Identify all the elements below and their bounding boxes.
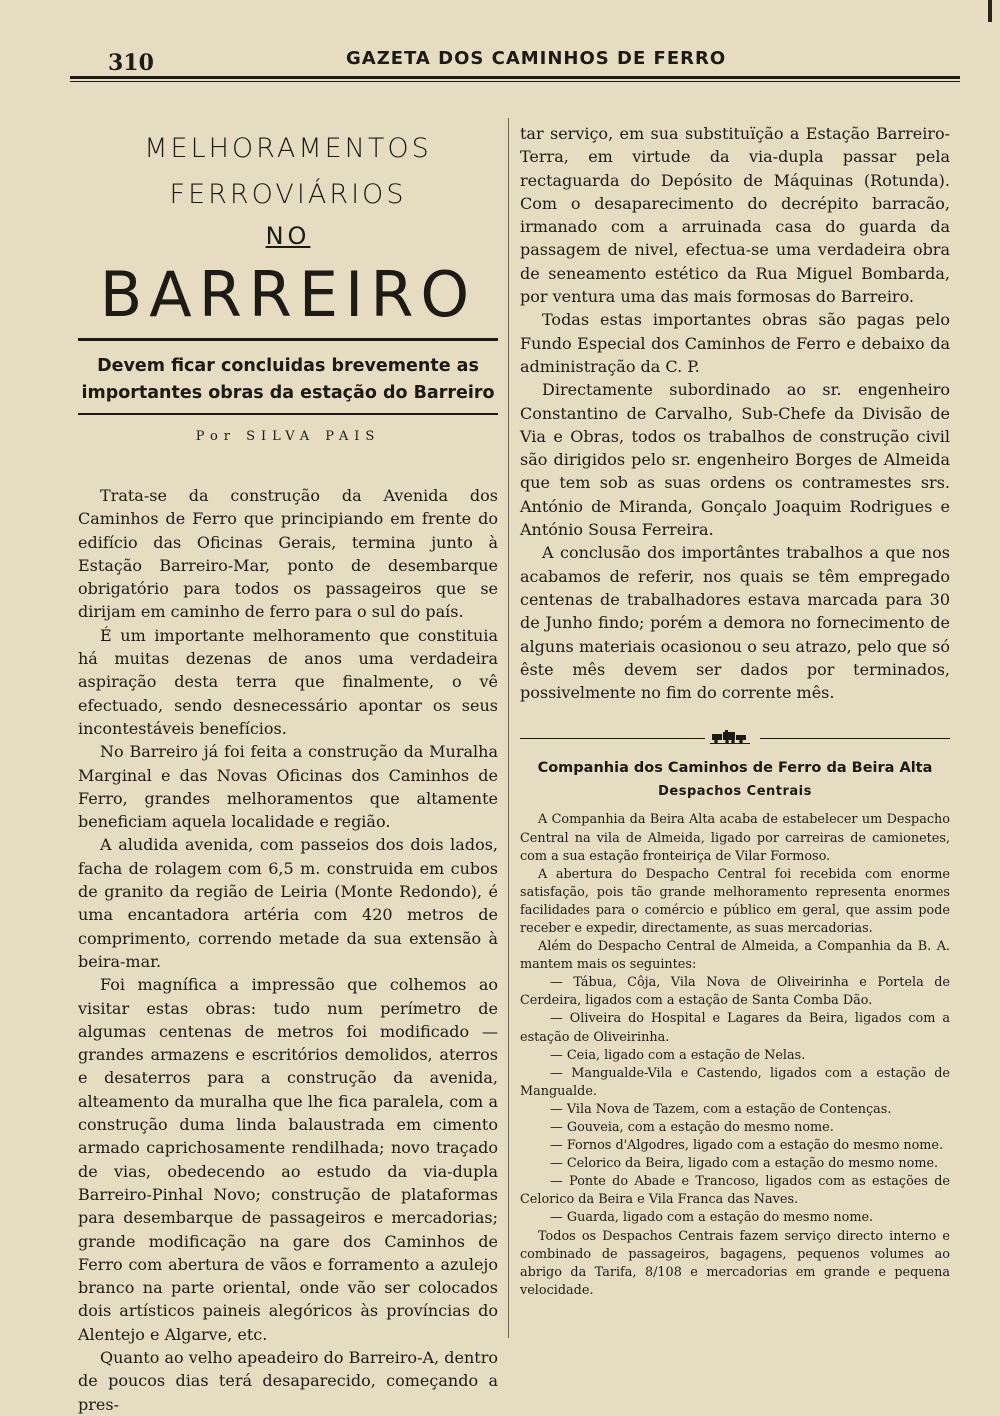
article-subtitle: Devem ficar concluidas brevemente as importantes obras da estação do Barreiro (81, 356, 495, 403)
column-divider (508, 118, 509, 1338)
notice-list-item: — Gouveia, com a estação do mesmo nome. (550, 1120, 834, 1136)
page-edge-mark (988, 0, 992, 22)
train-icon (710, 730, 750, 747)
page-number: 310 (108, 50, 154, 76)
page-header (78, 44, 968, 78)
notice-subtitle: Despachos Centrais (658, 784, 812, 800)
notice-paragraph: Todos os Despachos Centrais fazem serviço directo interno e combinado de passageiros, bagagens, pequenos volumes ao abrigo da Tarifa, 8/108 e mercadorias em grande e pequena velocidade. (520, 1228, 950, 1298)
paragraph: A conclusão dos importântes trabalhos a que nos acabamos de referir, nos quais se têm empregado centenas de trabalhadores estava marcada para 30 de Junho findo; porém a demora no fornecimento de alguns materiais ocasionou o seu atrazo, pelo que só êste mês devem ser dados por terminados, possivelmente no fim do corrente mês. (520, 543, 950, 703)
subtitle-rule (78, 413, 498, 415)
paragraph: Quanto ao velho apeadeiro do Barreiro-A, dentro de poucos dias terá desaparecido, começando a pres- (78, 1347, 498, 1414)
notice-list-item: — Oliveira do Hospital e Lagares da Beira, ligados com a estação de Oliveirinha. (520, 1011, 950, 1045)
byline: Por SILVA PAIS (195, 429, 381, 444)
headline-no: NO (265, 222, 311, 250)
paragraph: tar serviço, em sua substituïção a Estação Barreiro-Terra, em virtude da via-dupla passar pela rectaguarda do Depósito de Máquinas (Rotunda). Com o desaparecimento do decrépito barracão, irmanado com a arruinada casa do guarda da passagem de nivel, efectua-se uma verdadeira obra de seneamento estético da Rua Miguel Bombarda, por ventura uma das mais formosas do Barreiro. (520, 124, 950, 307)
notice-body (520, 811, 950, 1300)
notice-list-item: — Mangualde-Vila e Castendo, ligados com a estação de Mangualde. (520, 1065, 950, 1099)
headline-line-1: MELHORAMENTOS (144, 133, 432, 164)
section-divider (520, 730, 950, 744)
notice-list-item: — Vila Nova de Tazem, com a estação de Contenças. (550, 1101, 892, 1117)
paragraph: Todas estas importantes obras são pagas pelo Fundo Especial dos Caminhos de Ferro e debaixo da administração da C. P. (520, 310, 950, 376)
paragraph: É um importante melhoramento que constituia há muitas dezenas de anos uma verdadeira aspiração desta terra que finalmente, o vê efectuado, sendo desnecessário apontar os seus incontestáveis benefícios. (78, 625, 498, 738)
header-rule (70, 76, 960, 79)
notice-list-item: — Guarda, ligado com a estação do mesmo nome. (550, 1210, 874, 1226)
paragraph: A aludida avenida, com passeios dos dois lados, facha de rolagem com 6,5 m. construida em cubos de granito da região de Leiria (Monte Redondo), é uma encantadora artéria com 420 metros de comprimento, correndo metade da sua extensão à beira-mar. (78, 835, 498, 971)
divider-rule-right (760, 738, 950, 739)
left-column (78, 122, 498, 1416)
divider-rule-left (520, 738, 705, 739)
article-body-left (78, 484, 498, 1416)
notice-list-item: — Ceia, ligado com a estação de Nelas. (550, 1047, 806, 1063)
paragraph: Trata-se da construção da Avenida dos Caminhos de Ferro que principiando em frente do edifício das Oficinas Gerais, termina junto à Estação Barreiro-Mar, ponto de desembarque obrigatório para todos os passageiros que se dirijam em caminho de ferro para o sul do país. (78, 486, 498, 622)
publication-title: GAZETA DOS CAMINHOS DE FERRO (346, 48, 727, 69)
paragraph: No Barreiro já foi feita a construção da Muralha Marginal e das Novas Oficinas dos Caminhos de Ferro, grandes melhoramentos que altamente beneficiam aquela localidade e região. (78, 742, 498, 832)
headline-big: BARREIRO (99, 258, 477, 331)
right-column (520, 122, 950, 1300)
header-rule-thin (70, 81, 960, 82)
notice-list-item: — Tábua, Côja, Vila Nova de Oliveirinha e Portela de Cerdeira, ligados com a estação de Santa Comba Dão. (520, 975, 950, 1009)
notice-title: Companhia dos Caminhos de Ferro da Beira Alta (537, 760, 933, 777)
notice-paragraph: A abertura do Despacho Central foi recebida com enorme satisfação, pois tão grande melhoramento representa enormes facilidades para o comércio e público em geral, que assim pode receber e expedir, directamente, as suas mercadorias. (520, 866, 950, 936)
paragraph: Foi magnífica a impressão que colhemos ao visitar estas obras: tudo num perímetro de algumas centenas de metros foi modificado — grandes armazens e escritórios demolidos, aterros e desaterros para a construção da avenida, alteamento da muralha que lhe fica paralela, com a construção duma linda balaustrada em cimento armado caprichosamente rendilhada; novo traçado de vias, obedecendo ao estudo da via-dupla Barreiro-Pinhal Novo; construção de plataformas para desembarque de passageiros e mercadorias; grande modificação na gare dos Caminhos de Ferro com abertura de vãos e forramento a azulejo branco na parte oriental, onde vão ser colocados dois artísticos paineis alegóricos às províncias do Alentejo e Algarve, etc. (78, 975, 498, 1344)
notice-paragraph: A Companhia da Beira Alta acaba de estabelecer um Despacho Central na vila de Almeida, ligado por carreiras de camionetes, com a sua estação fronteiriça de Vilar Formoso. (520, 812, 950, 864)
article-body-right (520, 122, 950, 704)
paragraph: Directamente subordinado ao sr. engenheiro Constantino de Carvalho, Sub-Chefe da Divisão de Via e Obras, todos os trabalhos de construção civil são dirigidos pelo sr. engenheiro Borges de Almeida que tem sob as suas ordens os contramestes srs. António de Miranda, Gonçalo Joaquim Rodrigues e António Sousa Ferreira. (520, 380, 950, 540)
notice-paragraph: Além do Despacho Central de Almeida, a Companhia da B. A. mantem mais os seguintes: (520, 939, 950, 973)
notice-list-item: — Fornos d'Algodres, ligado com a estação do mesmo nome. (550, 1138, 944, 1154)
notice-list-item: — Ponte do Abade e Trancoso, ligados com as estações de Celorico da Beira e Vila Franca das Naves. (520, 1174, 950, 1208)
headline-line-3 (78, 222, 498, 250)
headline-line-2: FERROVIÁRIOS (169, 179, 407, 210)
notice-list-item: — Celorico da Beira, ligado com a estação do mesmo nome. (550, 1156, 939, 1172)
headline-rule (78, 338, 498, 341)
